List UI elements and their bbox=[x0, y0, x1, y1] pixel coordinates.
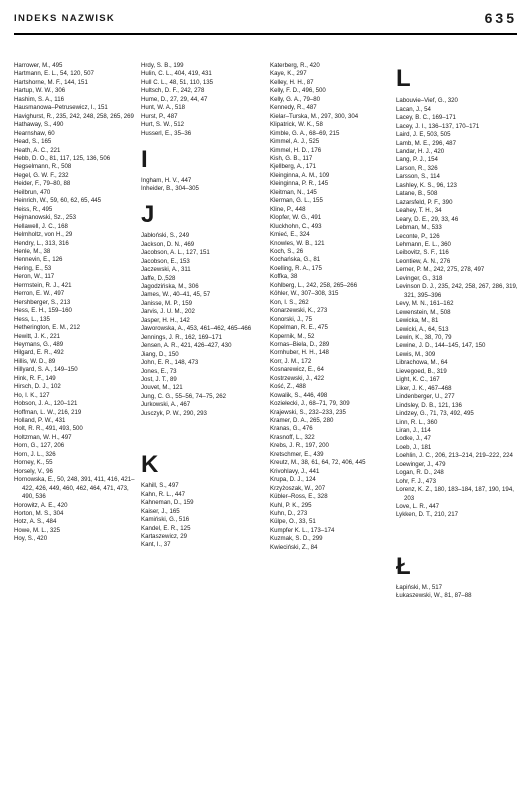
index-entry: Horney, K., 55 bbox=[14, 459, 53, 467]
index-entry: Lacan, J., 54 bbox=[396, 105, 431, 113]
index-entry: Kimble, G. A., 68–69, 215 bbox=[270, 129, 340, 137]
index-entry: Kelly, F. D., 496, 500 bbox=[270, 87, 326, 95]
index-entry: Hearnshaw, 60 bbox=[14, 129, 55, 137]
index-entry: Kuzmak, S. D., 299 bbox=[270, 535, 323, 543]
index-entry: Lewicka, M., 81 bbox=[396, 317, 439, 325]
index-entry: Kjellberg, A., 171 bbox=[270, 163, 317, 171]
index-column-4 bbox=[396, 62, 520, 601]
index-letter-heading: L bbox=[396, 65, 411, 93]
page-number: 635 bbox=[484, 10, 517, 26]
index-entry: Hess, L., 135 bbox=[14, 315, 50, 323]
index-entry: Kornas–Biela, D., 289 bbox=[270, 340, 330, 348]
index-entry: Lohr, F. J., 473 bbox=[396, 477, 436, 485]
index-entry: Ingham, H. V., 447 bbox=[141, 176, 192, 184]
index-entry: Lewin, K., 38, 70, 79 bbox=[396, 333, 452, 341]
index-entry: Jost, J. T., 89 bbox=[141, 376, 177, 383]
index-entry: Laird, J. E, 503, 505 bbox=[396, 131, 451, 139]
index-entry: Heron, W., 117 bbox=[14, 273, 55, 281]
index-entry: Liker, J. K., 467–468 bbox=[396, 384, 452, 392]
index-column-1 bbox=[14, 62, 138, 544]
index-entry: Krasnoff, L., 322 bbox=[270, 433, 315, 441]
index-entry: Inheider, B., 304–305 bbox=[141, 185, 199, 193]
index-entry: Kimmel, A. J., 525 bbox=[270, 138, 320, 146]
index-entry: Hering, E., 53 bbox=[14, 264, 52, 272]
index-column-2 bbox=[141, 62, 265, 550]
index-entry: Hejmanowski, Sz., 253 bbox=[14, 214, 76, 222]
index-entry: Holland, P. W., 431 bbox=[14, 417, 66, 425]
index-entry: Jaczewski, A., 311 bbox=[141, 266, 191, 274]
index-entry: Kandel, E. R., 125 bbox=[141, 524, 191, 532]
index-column-3 bbox=[270, 62, 394, 552]
index-entry: Heinrich, W., 59, 60, 62, 65, 445 bbox=[14, 197, 102, 205]
index-entry: Jiang, D., 150 bbox=[141, 350, 179, 358]
page-header bbox=[14, 10, 517, 32]
index-entry: Husserl, E., 35–36 bbox=[141, 129, 192, 137]
index-entry: Kahill, S., 497 bbox=[141, 482, 179, 490]
index-entry: Kaiser, J., 165 bbox=[141, 507, 180, 515]
index-entry: Jabłoński, S., 249 bbox=[141, 232, 190, 240]
index-entry: Kumpfer K. L., 173–174 bbox=[270, 526, 335, 534]
index-entry: Kochańska, G., 81 bbox=[270, 256, 321, 264]
index-entry: Lamb, M. E., 296, 487 bbox=[396, 139, 456, 147]
index-entry: Ho, I. K., 127 bbox=[14, 391, 50, 399]
index-entry: Külpe, O., 33, 51 bbox=[270, 518, 316, 526]
index-entry: Kamiński, G., 516 bbox=[141, 516, 190, 524]
index-entry: Lewine, J. D., 144–145, 147, 150 bbox=[396, 342, 486, 350]
index-entry: Jacobson, A. L., 127, 151 bbox=[141, 249, 210, 257]
index-entry: Hess, E. H., 159–160 bbox=[14, 307, 72, 315]
index-entry: Heymans, G., 489 bbox=[14, 340, 64, 348]
index-entry: Hink, R. F., 149 bbox=[14, 374, 56, 382]
index-entry: Lerner, P. M., 242, 275, 278, 497 bbox=[396, 266, 485, 274]
index-entry: Havighurst, R., 235, 242, 248, 258, 265, 269 bbox=[14, 112, 134, 120]
index-entry: Larson, R., 326 bbox=[396, 164, 438, 172]
index-entry: Krebs, J. R., 197, 200 bbox=[270, 442, 329, 450]
index-entry: Jurkowski, A., 467 bbox=[141, 401, 191, 409]
index-letter-heading: Ł bbox=[396, 552, 411, 580]
index-entry: Kopelman, R. E., 475 bbox=[270, 324, 328, 332]
index-entry: Light, K. C., 167 bbox=[396, 376, 440, 384]
index-entry: Jacobson, E., 153 bbox=[141, 257, 190, 265]
index-entry: Kimmel, H. D., 176 bbox=[270, 146, 322, 154]
index-entry: John, E. R., 148, 473 bbox=[141, 359, 199, 367]
index-entry: Jackson, D. N., 469 bbox=[141, 240, 195, 248]
index-entry: Lewenstein, M., 508 bbox=[396, 308, 451, 316]
index-entry: Katerberg, R., 420 bbox=[270, 62, 320, 69]
index-entry: Krzyżoszak, W., 207 bbox=[270, 484, 326, 492]
index-entry: Loeb, J., 181 bbox=[396, 443, 432, 451]
index-entry: Harrower, M., 495 bbox=[14, 62, 63, 69]
index-entry: Hewitt, J. K., 221 bbox=[14, 332, 61, 340]
index-entry: Hilgard, E. R., 492 bbox=[14, 349, 64, 357]
index-entry: Kornhuber, H. H., 148 bbox=[270, 349, 329, 357]
index-entry: Kuhn, D., 273 bbox=[270, 510, 308, 518]
index-entry: Hurst, P., 487 bbox=[141, 112, 178, 120]
index-entry: Kostrzewski, J., 422 bbox=[270, 374, 325, 382]
index-entry: Koffka, 38 bbox=[270, 273, 298, 281]
index-entry: Loewinger, J., 479 bbox=[396, 460, 446, 468]
index-entry: Lykken, D. T., 210, 217 bbox=[396, 511, 458, 519]
index-entry: Lindsley, D. B., 121, 136 bbox=[396, 401, 462, 409]
index-entry: Łukaszewski, W., 81, 87–88 bbox=[396, 592, 472, 600]
index-entry: Lievegoed, B., 319 bbox=[396, 367, 447, 375]
index-entry: Horsely, V., 96 bbox=[14, 467, 53, 475]
index-entry: Kluckhohn, C., 493 bbox=[270, 222, 322, 230]
index-entry: Liran, J., 114 bbox=[396, 426, 431, 434]
index-entry: Klopfer, W. G., 491 bbox=[270, 214, 322, 222]
index-entry: Konarzewski, K., 273 bbox=[270, 307, 328, 315]
index-entry: Hume, D., 27, 29, 44, 47 bbox=[141, 95, 208, 103]
index-entry: Kwieciński, Z., 84 bbox=[270, 543, 318, 551]
index-entry: Heider, F., 79–80, 88 bbox=[14, 180, 71, 188]
index-entry: Leahey, T. H., 34 bbox=[396, 207, 442, 215]
index-entry: Levy, M. N., 161–162 bbox=[396, 300, 454, 308]
index-entry: Hegselmann, R., 508 bbox=[14, 163, 72, 171]
index-entry: Lashley, K. S., 96, 123 bbox=[396, 181, 457, 189]
index-entry: Heiss, R., 495 bbox=[14, 205, 53, 213]
index-entry: Loehlin, J. C., 206, 213–214, 219–222, 224 bbox=[396, 452, 513, 460]
index-entry: Kline, P., 448 bbox=[270, 205, 306, 213]
index-entry: Kość, Z., 488 bbox=[270, 383, 306, 391]
index-entry: Kleinginna, P. R., 145 bbox=[270, 180, 329, 188]
index-entry: Hershberger, S., 213 bbox=[14, 298, 71, 306]
index-entry: Hoy, S., 420 bbox=[14, 535, 48, 543]
index-entry: Levinson D. J., 235, 242, 258, 267, 286, 319, 321, 395–396 bbox=[396, 283, 518, 299]
index-entry: Horn, G., 127, 206 bbox=[14, 442, 65, 450]
index-entry: Kleitman, N., 145 bbox=[270, 188, 317, 196]
index-entry: Lang, P. J., 154 bbox=[396, 156, 438, 164]
index-entry: Lewicki, A., 64, 513 bbox=[396, 325, 449, 333]
index-entry: Hultsch, D. F., 242, 278 bbox=[141, 87, 205, 95]
index-entry: Hetherington, E. M., 212 bbox=[14, 324, 81, 332]
index-entry: Korr, J. M., 172 bbox=[270, 357, 312, 365]
index-entry: Krupa, D. J., 124 bbox=[270, 476, 316, 484]
index-entry: Lacey, B. C., 169–171 bbox=[396, 114, 456, 122]
index-entry: Lorenz, K. Z., 180, 183–184, 187, 190, 194, 203 bbox=[396, 486, 514, 502]
index-entry: Klipatrick, W. K., 58 bbox=[270, 121, 323, 129]
index-entry: Hathaway, S., 490 bbox=[14, 121, 64, 129]
index-entry: Koziełecki, J., 68–71, 79, 309 bbox=[270, 400, 350, 408]
index-entry: Knowles, W. B., 121 bbox=[270, 239, 325, 247]
index-entry: Hillis, W. D., 89 bbox=[14, 357, 56, 365]
index-entry: Latane, B., 508 bbox=[396, 190, 438, 198]
index-entry: Kielar–Turska, M., 297, 300, 304 bbox=[270, 112, 359, 120]
index-entry: Kosnarewicz, E., 64 bbox=[270, 366, 324, 374]
index-entry: Kranas, G., 476 bbox=[270, 425, 313, 433]
index-entry: Horn, J. L., 326 bbox=[14, 450, 56, 458]
index-entry: Kowalik, S., 446, 498 bbox=[270, 391, 328, 399]
index-entry: Leontiew, A. N., 276 bbox=[396, 257, 451, 265]
index-entry: Hobson, J. A., 120–121 bbox=[14, 400, 78, 408]
index-entry: Linn, R. L., 360 bbox=[396, 418, 438, 426]
index-entry: Lindzey, G., 71, 73, 492, 495 bbox=[396, 410, 474, 418]
index-letter-heading: I bbox=[141, 145, 148, 173]
header-rule bbox=[14, 33, 517, 35]
index-entry: Jung, C. G., 55–56, 74–75, 262 bbox=[141, 392, 227, 400]
index-entry: Levinger, G., 318 bbox=[396, 274, 443, 282]
index-entry: Lewis, M., 309 bbox=[396, 350, 436, 358]
index-entry: Hebb, D. O., 81, 117, 125, 136, 506 bbox=[14, 154, 111, 162]
index-entry: Larsson, S., 114 bbox=[396, 173, 440, 181]
index-entry: Kohlberg, L., 242, 258, 265–266 bbox=[270, 281, 358, 289]
index-entry: Lacey, J. I., 136–137, 170–171 bbox=[396, 122, 480, 130]
index-entry: Koch, S., 26 bbox=[270, 247, 304, 255]
index-entry: Kretschmer, E., 439 bbox=[270, 450, 324, 458]
index-entry: Herron, E. W., 497 bbox=[14, 290, 65, 298]
index-entry: Jusczyk, P. W., 290, 293 bbox=[141, 409, 207, 417]
index-entry: Hrdy, S. B., 199 bbox=[141, 62, 184, 69]
index-entry: Kish, G. B., 117 bbox=[270, 154, 313, 162]
index-entry: Labouvie–Vief, G., 320 bbox=[396, 97, 458, 105]
index-entry: Konorski, J., 75 bbox=[270, 315, 312, 323]
index-entry: Leconte, P., 126 bbox=[396, 232, 440, 240]
index-entry: Howe, M. L., 325 bbox=[14, 526, 61, 534]
index-letter-heading: K bbox=[141, 451, 159, 479]
index-entry: Janisse, M. P., 159 bbox=[141, 299, 193, 307]
index-entry: Hennevin, E., 126 bbox=[14, 256, 63, 264]
index-entry: Jagodzińska, M., 306 bbox=[141, 283, 199, 291]
index-letter-heading: J bbox=[141, 201, 155, 229]
index-entry: Hartmann, E. L., 54, 120, 507 bbox=[14, 70, 94, 78]
index-entry: Kramer, D. A., 265, 280 bbox=[270, 417, 334, 425]
index-entry: Heilbrun, 470 bbox=[14, 188, 51, 196]
index-entry: Lodke, J., 47 bbox=[396, 435, 431, 443]
index-entry: Jensen, A. R., 421, 426–427, 430 bbox=[141, 342, 232, 350]
index-entry: Lebman, M., 533 bbox=[396, 224, 442, 232]
index-entry: Hotz, A. S., 484 bbox=[14, 518, 57, 526]
index-entry: Helmholtz, von H., 29 bbox=[14, 231, 73, 239]
index-entry: Krivohlavy, J., 441 bbox=[270, 467, 320, 475]
index-entry: Köhler, W., 307–308, 315 bbox=[270, 290, 339, 298]
index-entry: Klerman, G. L., 155 bbox=[270, 197, 323, 205]
index-entry: Hausmanowa–Petrusewicz, I., 151 bbox=[14, 104, 108, 112]
index-entry: Jarvis, J. U. M., 202 bbox=[141, 308, 195, 316]
running-title: INDEKS NAZWISK bbox=[14, 13, 116, 24]
index-entry: Kant, I., 37 bbox=[141, 541, 171, 549]
index-entry: Jouvet, M., 121 bbox=[141, 384, 183, 392]
index-entry: Leary, D. E., 29, 33, 46 bbox=[396, 215, 459, 223]
index-entry: Kelley, H. H., 87 bbox=[270, 78, 314, 86]
index-entry: Head, S., 165 bbox=[14, 138, 52, 146]
index-entry: Jennings, J. R., 162, 169–171 bbox=[141, 333, 222, 341]
index-entry: Horowitz, A. E., 420 bbox=[14, 501, 68, 509]
index-entry: Hunt, W. A., 518 bbox=[141, 104, 186, 112]
index-entry: Librachowa, M., 64 bbox=[396, 359, 448, 367]
index-entry: Kuhl, P. K., 295 bbox=[270, 501, 312, 509]
index-entry: Love, L. R., 447 bbox=[396, 503, 440, 511]
index-entry: Koelling, R. A., 175 bbox=[270, 264, 322, 272]
index-entry: Hellawell, J. C., 168 bbox=[14, 222, 68, 230]
index-entry: Logan, R. D., 248 bbox=[396, 469, 444, 477]
index-entry: Łapiński, M., 517 bbox=[396, 583, 443, 591]
index-entry: Jaffe, D.,528 bbox=[141, 274, 176, 282]
index-entry: Horton, M. S., 304 bbox=[14, 510, 64, 518]
index-entry: Kahn, R. L., 447 bbox=[141, 490, 186, 498]
index-entry: Hirsch, D. J., 102 bbox=[14, 383, 61, 391]
index-entry: Kelly, G. A., 79–80 bbox=[270, 95, 321, 103]
index-entry: Jones, E., 73 bbox=[141, 367, 177, 375]
index-entry: Kleinginna, A. M., 109 bbox=[270, 171, 330, 179]
index-entry: Hulin, C. L., 404, 419, 431 bbox=[141, 70, 212, 78]
index-entry: Hoffman, L. W., 216, 219 bbox=[14, 408, 82, 416]
index-entry: Kreutz, M., 38, 61, 64, 72, 406, 445 bbox=[270, 459, 366, 467]
index-entry: Holt, R. R., 491, 493, 500 bbox=[14, 425, 83, 433]
index-entry: Hashim, S. A., 116 bbox=[14, 95, 65, 103]
index-entry: Kmieć, E., 324 bbox=[270, 231, 310, 239]
index-entry: Kopernik, M., 52 bbox=[270, 332, 315, 340]
index-entry: Hornowska, E., 50, 248, 391, 411, 416, 421–422, 426, 449, 460, 462, 464, 471, 473, 490, 536 bbox=[14, 476, 135, 501]
index-entry: Leibovitz, S. F., 116 bbox=[396, 249, 449, 257]
index-entry: Herrnstein, R. J., 421 bbox=[14, 281, 72, 289]
index-entry: Kartaszewicz, 29 bbox=[141, 533, 188, 540]
index-entry: Jasper, H. H., 142 bbox=[141, 316, 190, 324]
index-entry: Kennedy, R., 487 bbox=[270, 104, 317, 112]
index-entry: Hull C. L., 48, 51, 110, 135 bbox=[141, 78, 214, 86]
index-entry: Lazarsfeld, P. F., 390 bbox=[396, 198, 453, 206]
index-entry: Jaworowska, A., 453, 461–462, 465–466 bbox=[141, 325, 252, 333]
index-entry: Holtzman, W. H., 497 bbox=[14, 433, 72, 441]
index-entry: Lehmann, E. L., 360 bbox=[396, 240, 451, 248]
index-entry: Kahneman, D., 159 bbox=[141, 499, 194, 507]
index-entry: Lindenberger, U., 277 bbox=[396, 393, 455, 401]
index-entry: Hartshorne, M. F., 144, 151 bbox=[14, 78, 88, 86]
index-entry: Kon, I. S., 262 bbox=[270, 298, 309, 306]
index-entry: Landar, H. J., 420 bbox=[396, 148, 445, 155]
index-entry: Krajewski, S., 232–233, 235 bbox=[270, 408, 346, 416]
index-entry: Henle, M., 38 bbox=[14, 247, 51, 255]
index-entry: Heath, A. C., 221 bbox=[14, 146, 61, 154]
index-entry: Hegel, G. W. F., 232 bbox=[14, 171, 69, 179]
index-entry: Hurt, S. W., 512 bbox=[141, 121, 185, 129]
index-entry: Kaye, K., 297 bbox=[270, 70, 307, 78]
index-entry: Kübler–Ross, E., 328 bbox=[270, 493, 328, 501]
index-entry: James, W., 40–41, 45, 57 bbox=[141, 291, 211, 299]
index-entry: Hendry, L., 313, 316 bbox=[14, 239, 69, 247]
index-entry: Hillyard, S. A., 149–150 bbox=[14, 366, 78, 374]
index-entry: Hartup, W. W., 306 bbox=[14, 87, 66, 95]
